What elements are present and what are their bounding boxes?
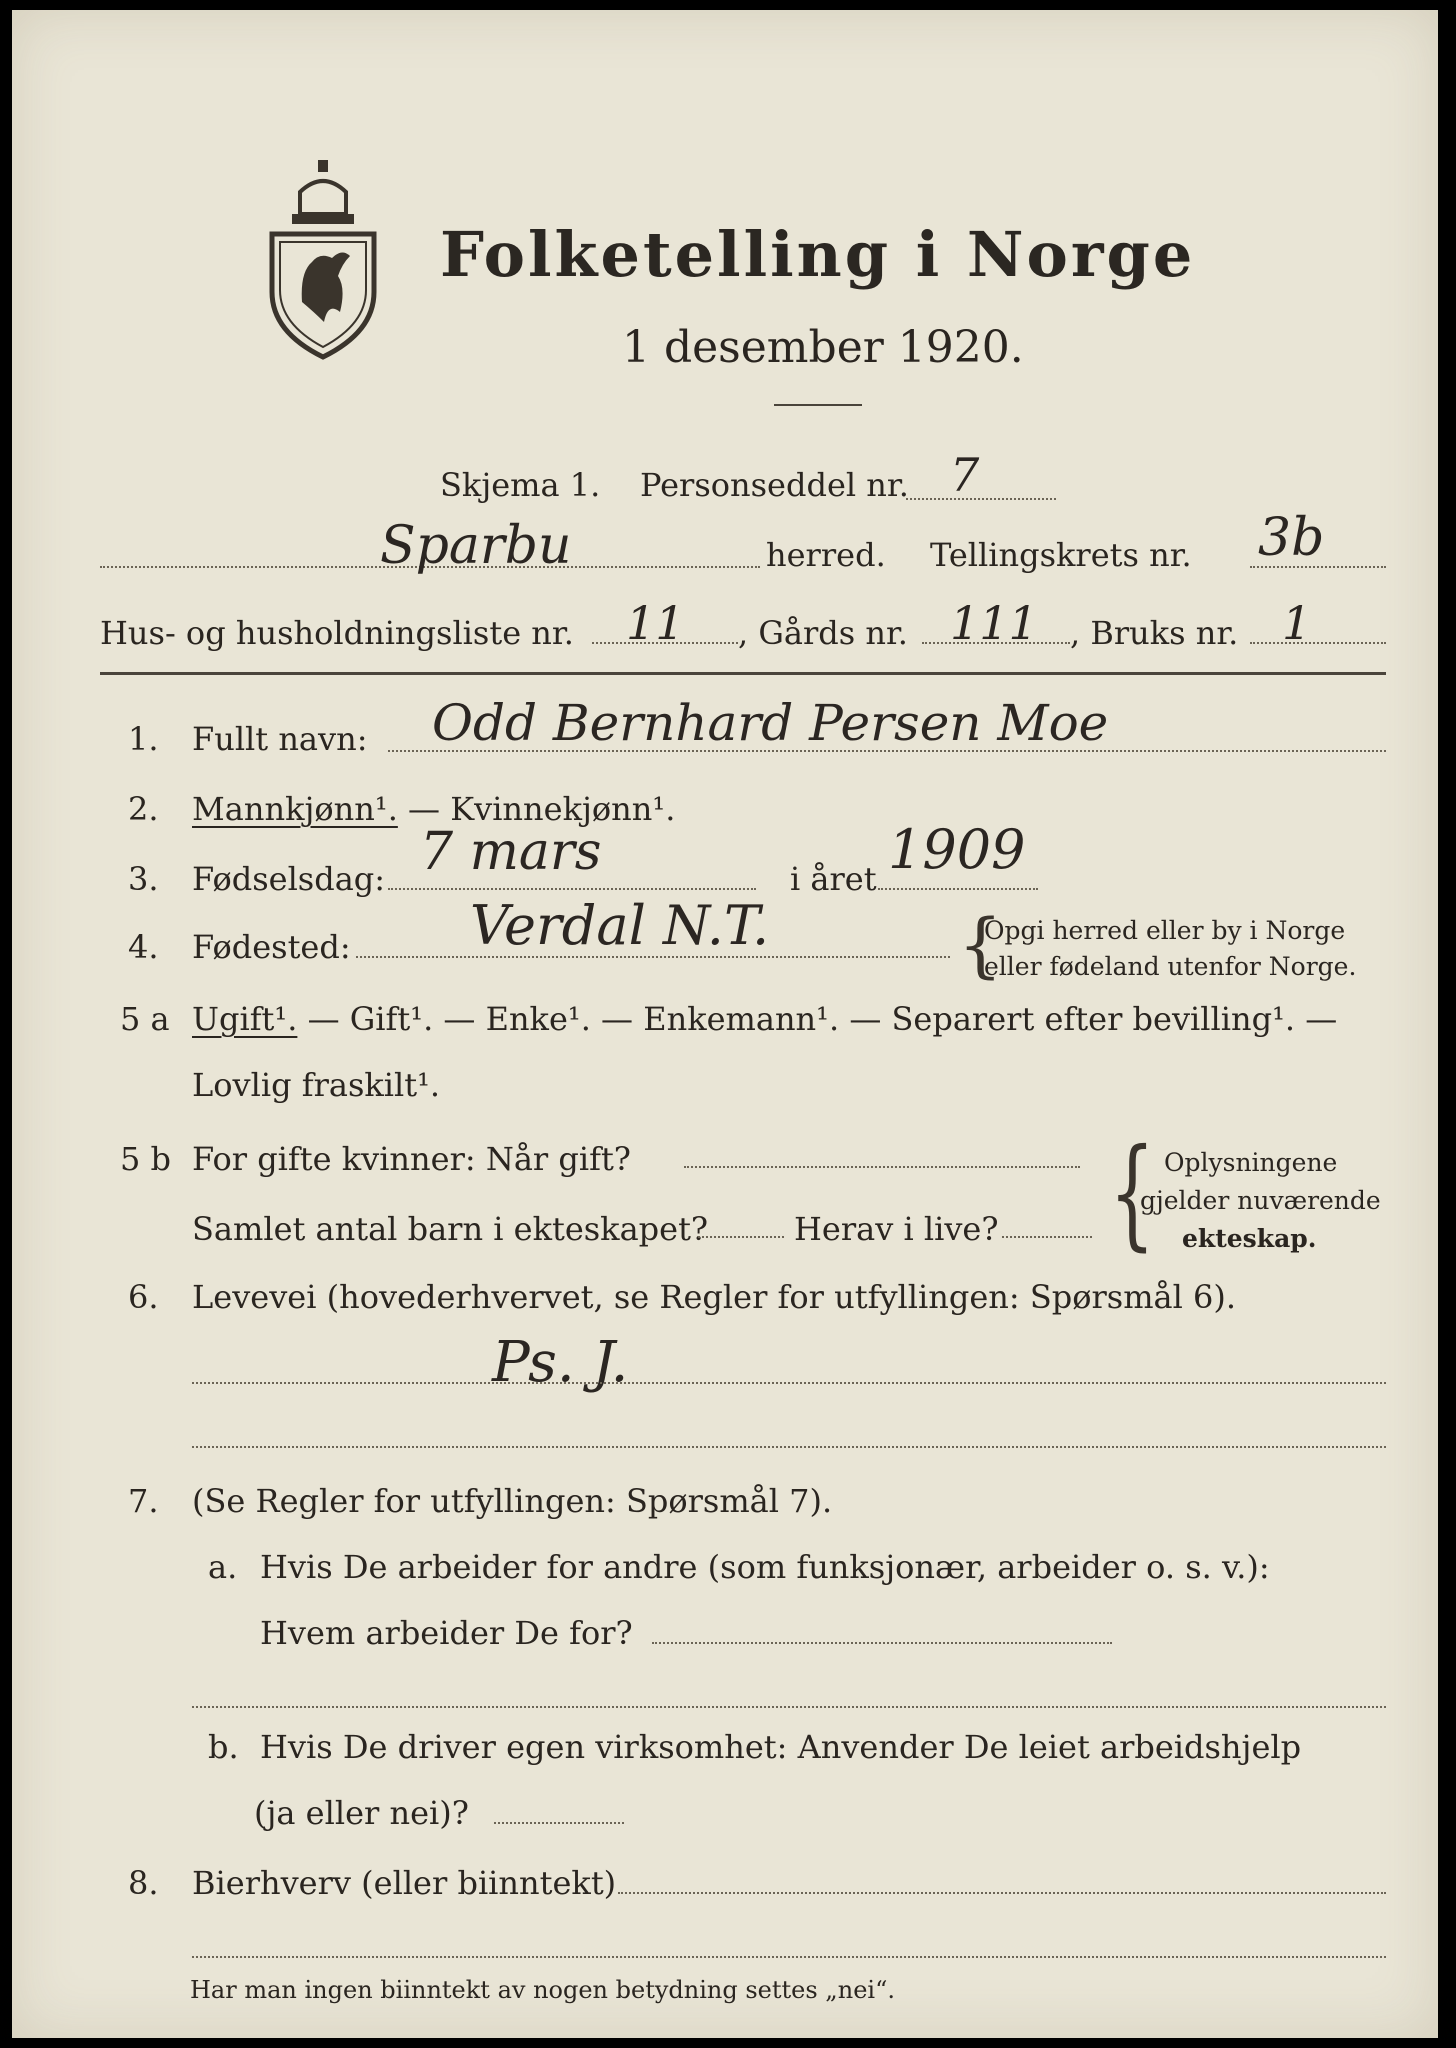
q7a-letter: a. (208, 1548, 238, 1586)
q5a-ugift-option: Ugift¹. (192, 1000, 298, 1038)
husliste-value: 11 (626, 596, 685, 650)
q7b-field-line (494, 1822, 624, 1824)
q3-year-value: 1909 (888, 818, 1026, 881)
herred-value: Sparbu (380, 516, 572, 576)
q3-label: Fødselsdag: (192, 860, 386, 898)
q7b-letter: b. (208, 1728, 239, 1766)
q5b-line1: For gifte kvinner: Når gift? (192, 1140, 631, 1178)
tellingskrets-value: 3b (1258, 508, 1325, 568)
q2-number: 2. (128, 790, 159, 828)
q5b-number: 5 b (120, 1140, 172, 1178)
q7b-label: Hvis De driver egen virksomhet: Anvender De leiet arbeidshjelp (260, 1728, 1302, 1766)
q7-label: (Se Regler for utfyllingen: Spørsmål 7). (192, 1482, 833, 1520)
q1-label: Fullt navn: (192, 720, 368, 758)
q5b-alive-field-line (1002, 1236, 1092, 1238)
q6-occupation-value: Ps. J. (492, 1330, 629, 1395)
bruks-field-line (1250, 642, 1386, 644)
q6-field-line-1 (192, 1382, 1386, 1384)
q6-number: 6. (128, 1278, 159, 1316)
q5b-alive-label: Herav i live? (794, 1210, 999, 1248)
q4-number: 4. (128, 928, 159, 966)
personseddel-value: 7 (950, 448, 980, 502)
herred-label: herred. (766, 536, 886, 574)
q7a-sub-label: Hvem arbeider De for? (260, 1614, 633, 1652)
q3-year-field-line (878, 888, 1038, 890)
gards-label: , Gårds nr. (738, 614, 908, 652)
q7a-field-line-2 (192, 1706, 1386, 1708)
q8-field-line-2 (192, 1956, 1386, 1958)
q8-label: Bierhverv (eller biinntekt) (192, 1864, 617, 1902)
q5b-note2: gjelder nuværende (1140, 1186, 1381, 1215)
form-title: Folketelling i Norge (440, 218, 1196, 291)
q4-label: Fødested: (192, 928, 351, 966)
q3-number: 3. (128, 860, 159, 898)
q5b-children-field-line (698, 1236, 784, 1238)
q7a-field-line (652, 1642, 1112, 1644)
q1-number: 1. (128, 720, 159, 758)
header-separator (100, 672, 1386, 675)
q7a-label: Hvis De arbeider for andre (som funksjonær, arbeider o. s. v.): (260, 1548, 1270, 1586)
q3-day-field-line (388, 888, 756, 890)
personseddel-field-line (906, 498, 1056, 500)
q8-field-line (618, 1892, 1386, 1894)
q7b-sub-label: (ja eller nei)? (254, 1794, 469, 1832)
q5a-other-options: — Gift¹. — Enke¹. — Enkemann¹. — Separert efter bevilling¹. — (297, 1000, 1338, 1038)
q7-number: 7. (128, 1482, 159, 1520)
schema-label: Skjema 1. (440, 466, 601, 504)
q4-brace: { (958, 904, 1003, 986)
gards-value: 111 (950, 596, 1038, 650)
q3-year-label: i året (790, 860, 877, 898)
q2-male-option: Mannkjønn¹. (192, 790, 398, 828)
q3-birthday-value: 7 mars (420, 822, 602, 882)
q1-full-name-value: Odd Bernhard Persen Moe (432, 694, 1109, 752)
footer-note: Har man ingen biinntekt av nogen betydning settes „nei“. (190, 1976, 895, 2004)
q5a-options (192, 1000, 1337, 1038)
q5a-line2: Lovlig fraskilt¹. (192, 1066, 441, 1104)
q5b-note3: ekteskap. (1182, 1224, 1317, 1253)
bruks-label: , Bruks nr. (1070, 614, 1239, 652)
q4-birthplace-value: Verdal N.T. (470, 894, 770, 957)
personseddel-label: Personseddel nr. (640, 466, 909, 504)
coat-of-arms-icon (262, 152, 384, 362)
husliste-label: Hus- og husholdningsliste nr. (100, 614, 574, 652)
q5b-children-label: Samlet antal barn i ekteskapet? (192, 1210, 709, 1248)
q6-label: Levevei (hovederhvervet, se Regler for utfyllingen: Spørsmål 6). (192, 1278, 1237, 1316)
q5b-note1: Oplysningene (1164, 1148, 1338, 1177)
q6-field-line-2 (192, 1446, 1386, 1448)
q4-note-line1: Opgi herred eller by i Norge (984, 916, 1346, 945)
census-date: 1 desember 1920. (622, 322, 1024, 373)
q5a-number: 5 a (120, 1000, 170, 1038)
q5b-brace: { (1109, 1124, 1156, 1263)
title-divider (774, 404, 862, 406)
q2-separator: — (397, 790, 451, 828)
q5b-married-field-line (684, 1166, 1080, 1168)
bruks-value: 1 (1282, 596, 1312, 650)
q2-female-option: Kvinnekjønn¹. (450, 790, 676, 828)
q8-number: 8. (128, 1864, 159, 1902)
tellingskrets-label: Tellingskrets nr. (930, 536, 1192, 574)
q4-note-line2: eller fødeland utenfor Norge. (984, 952, 1357, 981)
